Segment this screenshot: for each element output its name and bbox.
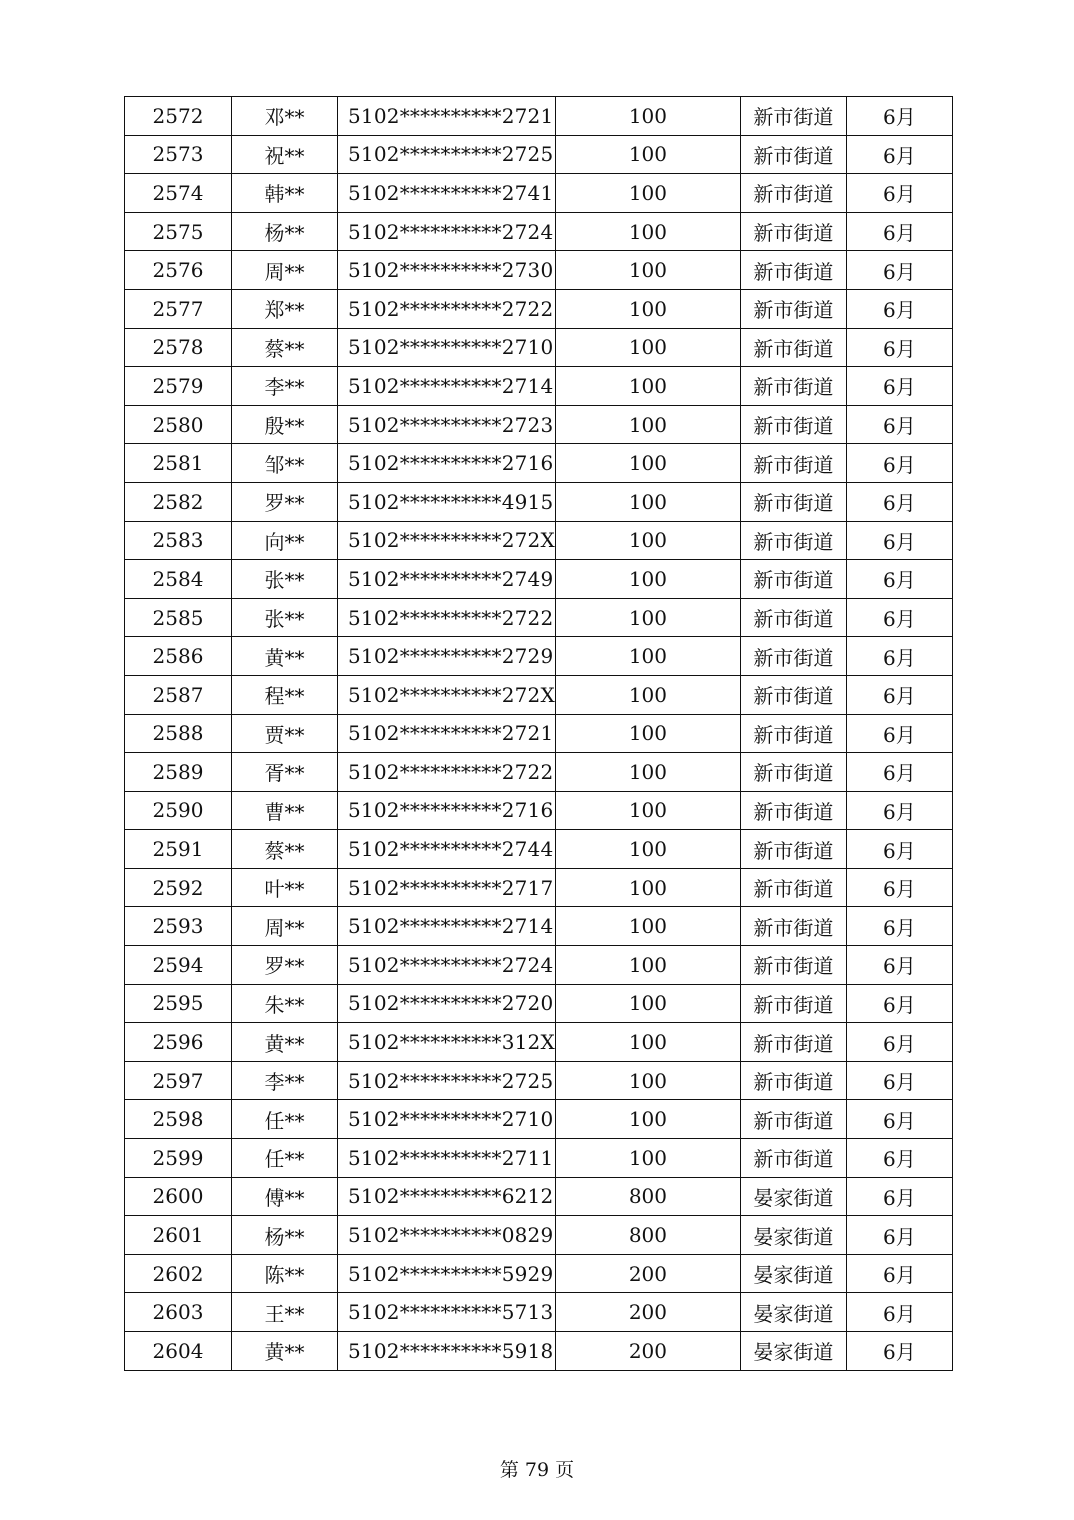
table-row bbox=[125, 405, 953, 444]
amount-cell: 100 bbox=[555, 868, 740, 907]
amount-cell: 100 bbox=[555, 560, 740, 599]
subdistrict-cell: 晏家街道 bbox=[740, 1332, 846, 1371]
subdistrict-cell: 晏家街道 bbox=[740, 1177, 846, 1216]
id-number-cell: 5102**********2741 bbox=[338, 174, 556, 213]
subdistrict-cell: 新市街道 bbox=[740, 1139, 846, 1178]
amount-cell: 100 bbox=[555, 289, 740, 328]
id-number-cell: 5102**********272X bbox=[338, 521, 556, 560]
amount-cell: 800 bbox=[555, 1177, 740, 1216]
month-cell: 6月 bbox=[846, 97, 952, 136]
month-cell: 6月 bbox=[846, 444, 952, 483]
serial-number-cell: 2602 bbox=[125, 1254, 232, 1293]
month-cell: 6月 bbox=[846, 482, 952, 521]
subdistrict-cell: 新市街道 bbox=[740, 1100, 846, 1139]
month-cell: 6月 bbox=[846, 1100, 952, 1139]
amount-cell: 100 bbox=[555, 1100, 740, 1139]
month-cell: 6月 bbox=[846, 251, 952, 290]
table-row bbox=[125, 868, 953, 907]
serial-number-cell: 2601 bbox=[125, 1216, 232, 1255]
name-cell: 韩** bbox=[232, 174, 338, 213]
name-cell: 傅** bbox=[232, 1177, 338, 1216]
month-cell: 6月 bbox=[846, 1177, 952, 1216]
month-cell: 6月 bbox=[846, 328, 952, 367]
subdistrict-cell: 新市街道 bbox=[740, 482, 846, 521]
month-cell: 6月 bbox=[846, 289, 952, 328]
table-row bbox=[125, 135, 953, 174]
month-cell: 6月 bbox=[846, 367, 952, 406]
name-cell: 周** bbox=[232, 907, 338, 946]
name-cell: 任** bbox=[232, 1139, 338, 1178]
table-row bbox=[125, 560, 953, 599]
name-cell: 王** bbox=[232, 1293, 338, 1332]
table-body bbox=[125, 97, 953, 1371]
table-row bbox=[125, 907, 953, 946]
amount-cell: 100 bbox=[555, 521, 740, 560]
serial-number-cell: 2586 bbox=[125, 637, 232, 676]
name-cell: 陈** bbox=[232, 1254, 338, 1293]
serial-number-cell: 2574 bbox=[125, 174, 232, 213]
id-number-cell: 5102**********6212 bbox=[338, 1177, 556, 1216]
subdistrict-cell: 新市街道 bbox=[740, 1023, 846, 1062]
serial-number-cell: 2579 bbox=[125, 367, 232, 406]
table-row bbox=[125, 1216, 953, 1255]
serial-number-cell: 2573 bbox=[125, 135, 232, 174]
name-cell: 程** bbox=[232, 675, 338, 714]
id-number-cell: 5102**********2720 bbox=[338, 984, 556, 1023]
id-number-cell: 5102**********2725 bbox=[338, 1061, 556, 1100]
month-cell: 6月 bbox=[846, 1061, 952, 1100]
subdistrict-cell: 新市街道 bbox=[740, 907, 846, 946]
serial-number-cell: 2584 bbox=[125, 560, 232, 599]
page-number: 第 79 页 bbox=[499, 1459, 575, 1481]
subdistrict-cell: 新市街道 bbox=[740, 791, 846, 830]
subdistrict-cell: 新市街道 bbox=[740, 135, 846, 174]
serial-number-cell: 2589 bbox=[125, 753, 232, 792]
id-number-cell: 5102**********4915 bbox=[338, 482, 556, 521]
table-row bbox=[125, 984, 953, 1023]
month-cell: 6月 bbox=[846, 1216, 952, 1255]
name-cell: 贾** bbox=[232, 714, 338, 753]
id-number-cell: 5102**********2722 bbox=[338, 598, 556, 637]
month-cell: 6月 bbox=[846, 521, 952, 560]
table-row bbox=[125, 251, 953, 290]
name-cell: 朱** bbox=[232, 984, 338, 1023]
name-cell: 李** bbox=[232, 1061, 338, 1100]
serial-number-cell: 2580 bbox=[125, 405, 232, 444]
subdistrict-cell: 新市街道 bbox=[740, 328, 846, 367]
id-number-cell: 5102**********2724 bbox=[338, 946, 556, 985]
name-cell: 张** bbox=[232, 560, 338, 599]
name-cell: 周** bbox=[232, 251, 338, 290]
serial-number-cell: 2596 bbox=[125, 1023, 232, 1062]
month-cell: 6月 bbox=[846, 753, 952, 792]
month-cell: 6月 bbox=[846, 1254, 952, 1293]
serial-number-cell: 2577 bbox=[125, 289, 232, 328]
table-row bbox=[125, 482, 953, 521]
id-number-cell: 5102**********2714 bbox=[338, 367, 556, 406]
serial-number-cell: 2587 bbox=[125, 675, 232, 714]
table-row bbox=[125, 174, 953, 213]
table-row bbox=[125, 97, 953, 136]
id-number-cell: 5102**********2717 bbox=[338, 868, 556, 907]
name-cell: 殷** bbox=[232, 405, 338, 444]
id-number-cell: 5102**********2725 bbox=[338, 135, 556, 174]
table-row bbox=[125, 328, 953, 367]
serial-number-cell: 2597 bbox=[125, 1061, 232, 1100]
id-number-cell: 5102**********272X bbox=[338, 675, 556, 714]
month-cell: 6月 bbox=[846, 714, 952, 753]
serial-number-cell: 2593 bbox=[125, 907, 232, 946]
serial-number-cell: 2576 bbox=[125, 251, 232, 290]
name-cell: 邹** bbox=[232, 444, 338, 483]
amount-cell: 100 bbox=[555, 675, 740, 714]
serial-number-cell: 2588 bbox=[125, 714, 232, 753]
serial-number-cell: 2575 bbox=[125, 212, 232, 251]
id-number-cell: 5102**********5929 bbox=[338, 1254, 556, 1293]
amount-cell: 100 bbox=[555, 367, 740, 406]
amount-cell: 100 bbox=[555, 212, 740, 251]
subdistrict-cell: 新市街道 bbox=[740, 289, 846, 328]
month-cell: 6月 bbox=[846, 984, 952, 1023]
serial-number-cell: 2599 bbox=[125, 1139, 232, 1178]
subdistrict-cell: 新市街道 bbox=[740, 984, 846, 1023]
id-number-cell: 5102**********2721 bbox=[338, 714, 556, 753]
serial-number-cell: 2603 bbox=[125, 1293, 232, 1332]
table-row bbox=[125, 675, 953, 714]
serial-number-cell: 2592 bbox=[125, 868, 232, 907]
amount-cell: 100 bbox=[555, 830, 740, 869]
amount-cell: 100 bbox=[555, 444, 740, 483]
subdistrict-cell: 新市街道 bbox=[740, 97, 846, 136]
name-cell: 曹** bbox=[232, 791, 338, 830]
table-row bbox=[125, 946, 953, 985]
amount-cell: 100 bbox=[555, 405, 740, 444]
name-cell: 蔡** bbox=[232, 830, 338, 869]
name-cell: 张** bbox=[232, 598, 338, 637]
id-number-cell: 5102**********2729 bbox=[338, 637, 556, 676]
id-number-cell: 5102**********0829 bbox=[338, 1216, 556, 1255]
subdistrict-cell: 晏家街道 bbox=[740, 1254, 846, 1293]
month-cell: 6月 bbox=[846, 868, 952, 907]
name-cell: 黄** bbox=[232, 1023, 338, 1062]
amount-cell: 200 bbox=[555, 1293, 740, 1332]
amount-cell: 100 bbox=[555, 97, 740, 136]
amount-cell: 100 bbox=[555, 1139, 740, 1178]
serial-number-cell: 2598 bbox=[125, 1100, 232, 1139]
name-cell: 罗** bbox=[232, 482, 338, 521]
id-number-cell: 5102**********2710 bbox=[338, 1100, 556, 1139]
id-number-cell: 5102**********2744 bbox=[338, 830, 556, 869]
id-number-cell: 5102**********2716 bbox=[338, 791, 556, 830]
subdistrict-cell: 新市街道 bbox=[740, 560, 846, 599]
id-number-cell: 5102**********2749 bbox=[338, 560, 556, 599]
subdistrict-cell: 新市街道 bbox=[740, 675, 846, 714]
table-row bbox=[125, 753, 953, 792]
amount-cell: 200 bbox=[555, 1332, 740, 1371]
name-cell: 蔡** bbox=[232, 328, 338, 367]
table-row bbox=[125, 1061, 953, 1100]
month-cell: 6月 bbox=[846, 135, 952, 174]
subdistrict-cell: 新市街道 bbox=[740, 1061, 846, 1100]
table-row bbox=[125, 367, 953, 406]
subdistrict-cell: 新市街道 bbox=[740, 946, 846, 985]
amount-cell: 100 bbox=[555, 984, 740, 1023]
serial-number-cell: 2583 bbox=[125, 521, 232, 560]
subdistrict-cell: 新市街道 bbox=[740, 753, 846, 792]
subdistrict-cell: 新市街道 bbox=[740, 174, 846, 213]
id-number-cell: 5102**********312X bbox=[338, 1023, 556, 1062]
table-row bbox=[125, 1100, 953, 1139]
id-number-cell: 5102**********5713 bbox=[338, 1293, 556, 1332]
month-cell: 6月 bbox=[846, 174, 952, 213]
month-cell: 6月 bbox=[846, 830, 952, 869]
amount-cell: 100 bbox=[555, 946, 740, 985]
amount-cell: 100 bbox=[555, 714, 740, 753]
amount-cell: 200 bbox=[555, 1254, 740, 1293]
serial-number-cell: 2595 bbox=[125, 984, 232, 1023]
month-cell: 6月 bbox=[846, 1023, 952, 1062]
subdistrict-cell: 新市街道 bbox=[740, 444, 846, 483]
id-number-cell: 5102**********2716 bbox=[338, 444, 556, 483]
table-row bbox=[125, 598, 953, 637]
table-row bbox=[125, 1332, 953, 1371]
amount-cell: 100 bbox=[555, 135, 740, 174]
subdistrict-cell: 晏家街道 bbox=[740, 1216, 846, 1255]
amount-cell: 100 bbox=[555, 907, 740, 946]
name-cell: 杨** bbox=[232, 212, 338, 251]
month-cell: 6月 bbox=[846, 637, 952, 676]
table-row bbox=[125, 1023, 953, 1062]
amount-cell: 100 bbox=[555, 482, 740, 521]
amount-cell: 100 bbox=[555, 791, 740, 830]
serial-number-cell: 2594 bbox=[125, 946, 232, 985]
name-cell: 李** bbox=[232, 367, 338, 406]
serial-number-cell: 2590 bbox=[125, 791, 232, 830]
id-number-cell: 5102**********2730 bbox=[338, 251, 556, 290]
name-cell: 胥** bbox=[232, 753, 338, 792]
name-cell: 罗** bbox=[232, 946, 338, 985]
amount-cell: 100 bbox=[555, 1023, 740, 1062]
id-number-cell: 5102**********2724 bbox=[338, 212, 556, 251]
month-cell: 6月 bbox=[846, 1332, 952, 1371]
table-row bbox=[125, 714, 953, 753]
amount-cell: 800 bbox=[555, 1216, 740, 1255]
serial-number-cell: 2572 bbox=[125, 97, 232, 136]
name-cell: 向** bbox=[232, 521, 338, 560]
id-number-cell: 5102**********5918 bbox=[338, 1332, 556, 1371]
subdistrict-cell: 新市街道 bbox=[740, 251, 846, 290]
subdistrict-cell: 新市街道 bbox=[740, 521, 846, 560]
name-cell: 黄** bbox=[232, 637, 338, 676]
subdistrict-cell: 新市街道 bbox=[740, 367, 846, 406]
amount-cell: 100 bbox=[555, 328, 740, 367]
month-cell: 6月 bbox=[846, 560, 952, 599]
month-cell: 6月 bbox=[846, 946, 952, 985]
name-cell: 郑** bbox=[232, 289, 338, 328]
serial-number-cell: 2582 bbox=[125, 482, 232, 521]
table-row bbox=[125, 212, 953, 251]
table-row bbox=[125, 1293, 953, 1332]
amount-cell: 100 bbox=[555, 1061, 740, 1100]
month-cell: 6月 bbox=[846, 675, 952, 714]
table-row bbox=[125, 289, 953, 328]
name-cell: 叶** bbox=[232, 868, 338, 907]
amount-cell: 100 bbox=[555, 637, 740, 676]
table-row bbox=[125, 521, 953, 560]
table-row bbox=[125, 637, 953, 676]
subsidy-recipient-table bbox=[124, 96, 953, 1371]
subdistrict-cell: 新市街道 bbox=[740, 868, 846, 907]
table-row bbox=[125, 791, 953, 830]
subdistrict-cell: 新市街道 bbox=[740, 598, 846, 637]
serial-number-cell: 2585 bbox=[125, 598, 232, 637]
table-row bbox=[125, 1177, 953, 1216]
id-number-cell: 5102**********2711 bbox=[338, 1139, 556, 1178]
month-cell: 6月 bbox=[846, 1293, 952, 1332]
subdistrict-cell: 新市街道 bbox=[740, 212, 846, 251]
serial-number-cell: 2604 bbox=[125, 1332, 232, 1371]
month-cell: 6月 bbox=[846, 907, 952, 946]
name-cell: 杨** bbox=[232, 1216, 338, 1255]
name-cell: 邓** bbox=[232, 97, 338, 136]
table-row bbox=[125, 1139, 953, 1178]
id-number-cell: 5102**********2714 bbox=[338, 907, 556, 946]
id-number-cell: 5102**********2723 bbox=[338, 405, 556, 444]
id-number-cell: 5102**********2722 bbox=[338, 753, 556, 792]
table-row bbox=[125, 830, 953, 869]
id-number-cell: 5102**********2722 bbox=[338, 289, 556, 328]
subdistrict-cell: 新市街道 bbox=[740, 637, 846, 676]
amount-cell: 100 bbox=[555, 251, 740, 290]
serial-number-cell: 2591 bbox=[125, 830, 232, 869]
table-row bbox=[125, 1254, 953, 1293]
amount-cell: 100 bbox=[555, 598, 740, 637]
month-cell: 6月 bbox=[846, 405, 952, 444]
name-cell: 任** bbox=[232, 1100, 338, 1139]
amount-cell: 100 bbox=[555, 174, 740, 213]
name-cell: 祝** bbox=[232, 135, 338, 174]
amount-cell: 100 bbox=[555, 753, 740, 792]
subdistrict-cell: 新市街道 bbox=[740, 405, 846, 444]
id-number-cell: 5102**********2721 bbox=[338, 97, 556, 136]
subdistrict-cell: 新市街道 bbox=[740, 714, 846, 753]
month-cell: 6月 bbox=[846, 212, 952, 251]
name-cell: 黄** bbox=[232, 1332, 338, 1371]
month-cell: 6月 bbox=[846, 598, 952, 637]
serial-number-cell: 2578 bbox=[125, 328, 232, 367]
subdistrict-cell: 新市街道 bbox=[740, 830, 846, 869]
month-cell: 6月 bbox=[846, 791, 952, 830]
subdistrict-cell: 晏家街道 bbox=[740, 1293, 846, 1332]
id-number-cell: 5102**********2710 bbox=[338, 328, 556, 367]
serial-number-cell: 2600 bbox=[125, 1177, 232, 1216]
table-row bbox=[125, 444, 953, 483]
month-cell: 6月 bbox=[846, 1139, 952, 1178]
serial-number-cell: 2581 bbox=[125, 444, 232, 483]
